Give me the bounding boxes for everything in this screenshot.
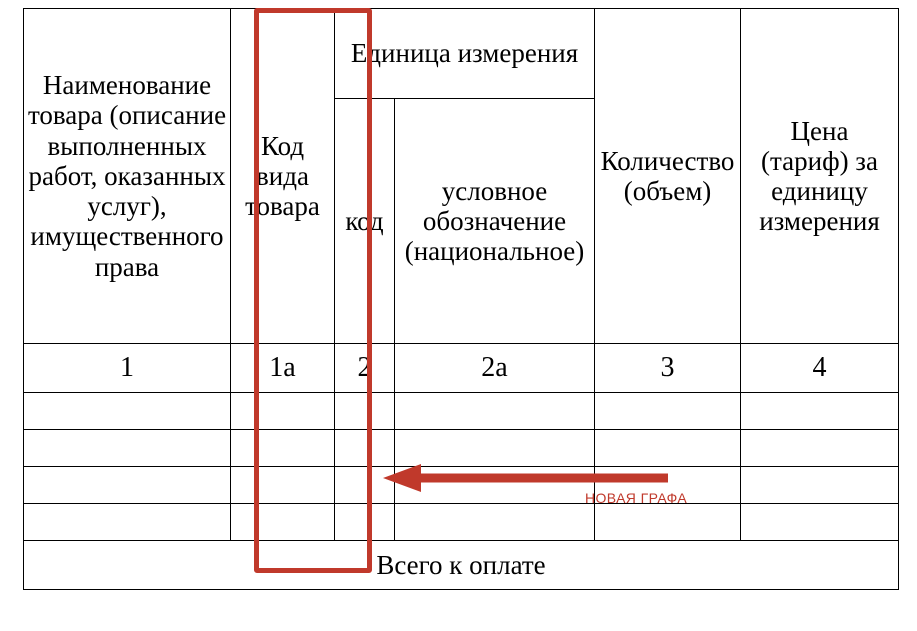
cell-price[interactable] [741,467,899,504]
table-row[interactable] [24,504,899,541]
cell-product-type-code[interactable] [231,430,335,467]
cell-name[interactable] [24,430,231,467]
column-header-unit-code: код [335,99,395,344]
total-row-label: Всего к оплате [24,541,899,590]
column-header-quantity: Количество (объем) [595,9,741,344]
cell-unit-code[interactable] [335,393,395,430]
column-header-unit-symbol: условное обозначение (национальное) [395,99,595,344]
cell-name[interactable] [24,393,231,430]
column-header-price: Цена (тариф) за единицу измерения [741,9,899,344]
column-number-row [24,344,899,393]
cell-unit-symbol[interactable] [395,430,595,467]
total-row [24,541,899,590]
table-row[interactable] [24,393,899,430]
column-number-product-type-code: 1а [231,344,335,393]
cell-product-type-code[interactable] [231,504,335,541]
cell-price[interactable] [741,393,899,430]
column-number-price: 4 [741,344,899,393]
cell-quantity[interactable] [595,430,741,467]
cell-unit-symbol[interactable] [395,393,595,430]
cell-quantity[interactable] [595,393,741,430]
annotation-label: НОВАЯ ГРАФА [585,490,688,506]
cell-unit-code[interactable] [335,430,395,467]
header-row-top [24,9,899,99]
table-row[interactable] [24,467,899,504]
cell-name[interactable] [24,467,231,504]
column-header-name: Наименование товара (описание выполненных работ, оказанных услуг), имущественного права [24,9,231,344]
cell-unit-code[interactable] [335,467,395,504]
cell-product-type-code[interactable] [231,393,335,430]
column-number-unit-code: 2 [335,344,395,393]
cell-unit-code[interactable] [335,504,395,541]
cell-quantity[interactable] [595,504,741,541]
cell-name[interactable] [24,504,231,541]
table-row[interactable] [24,430,899,467]
column-header-unit-group: Единица измерения [335,9,595,99]
cell-price[interactable] [741,504,899,541]
cell-price[interactable] [741,430,899,467]
column-number-name: 1 [24,344,231,393]
column-number-quantity: 3 [595,344,741,393]
cell-product-type-code[interactable] [231,467,335,504]
invoice-table [23,8,899,590]
invoice-table-fragment [23,8,898,590]
column-number-unit-symbol: 2а [395,344,595,393]
column-header-product-type-code: Код вида товара [231,9,335,344]
cell-unit-symbol[interactable] [395,504,595,541]
cell-unit-symbol[interactable] [395,467,595,504]
